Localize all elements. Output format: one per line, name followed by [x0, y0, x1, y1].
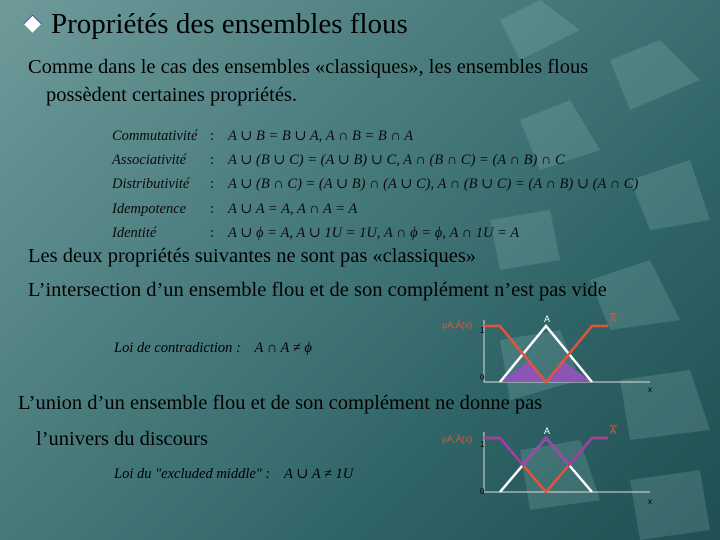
union-line-1: L’union d’un ensemble flou et de son complément ne donne pas: [18, 392, 543, 414]
plot1-zero-tick: 0: [480, 373, 485, 382]
property-formula: A ∪ A = A, A ∩ A = A: [228, 201, 358, 217]
property-formula: A ∪ (B ∩ C) = (A ∪ B) ∩ (A ∪ C), A ∩ (B ∪ C) = (A ∩ B) ∪ (A ∩ C): [228, 176, 639, 192]
property-colon: :: [210, 176, 215, 192]
not-classic-line-1: Les deux propriétés suivantes ne sont pas «classiques»: [28, 245, 477, 267]
plot2-label-abar: A: [610, 426, 617, 436]
law-contradiction: [114, 340, 312, 357]
plot1-intersection-left: [500, 360, 546, 382]
property-label: Identité: [112, 225, 157, 241]
plot2-label-a: A: [544, 426, 551, 436]
property-formula: A ∪ B = B ∪ A, A ∩ B = B ∩ A: [228, 128, 414, 144]
contradiction-plot: [440, 310, 670, 395]
property-formula: A ∪ (B ∪ C) = (A ∪ B) ∪ C, A ∩ (B ∩ C) = (A ∩ B) ∩ C: [228, 152, 565, 168]
plot1-label-a: A: [544, 314, 551, 324]
plot1-membership-complement: [484, 326, 608, 382]
plot1-xlabel: x: [648, 385, 652, 394]
property-colon: :: [210, 128, 215, 144]
plot2-membership-a: [500, 438, 592, 492]
plot2-xlabel: x: [648, 497, 652, 506]
title-text: Propriétés des ensembles flous: [51, 8, 408, 40]
plot2-membership-complement: [484, 438, 608, 492]
excluded-middle-plot: [440, 422, 670, 508]
union-line-2: l’univers du discours: [36, 428, 208, 450]
law-contradiction-formula: A ∩ A ≠ ϕ: [254, 340, 312, 356]
law-excluded-middle: [114, 466, 353, 483]
intro-line-2: possèdent certaines propriétés.: [46, 84, 298, 106]
law-contradiction-label: Loi de contradiction :: [114, 340, 241, 356]
property-colon: :: [210, 201, 215, 217]
law-excluded-label: Loi du "excluded middle" :: [114, 466, 271, 482]
property-formula: A ∪ ϕ = A, A ∪ 1U = 1U, A ∩ ϕ = ϕ, A ∩ 1U = A: [228, 225, 520, 241]
property-label: Associativité: [112, 152, 187, 168]
not-classic-line-2: L’intersection d’un ensemble flou et de son complément n’est pas vide: [28, 279, 607, 301]
plot2-ylabel: μA,Ā(x): [442, 434, 473, 444]
plot2-one-tick: 1: [480, 440, 485, 449]
plot1-label-abar: A: [610, 314, 617, 324]
diamond-bullet-icon: [23, 14, 41, 32]
slide-title: [26, 8, 408, 41]
property-colon: :: [210, 152, 215, 168]
property-colon: :: [210, 225, 215, 241]
law-excluded-formula: A ∪ A ≠ 1U: [283, 466, 354, 482]
plot1-ylabel: μA,Ā(x): [442, 320, 473, 330]
property-label: Idempotence: [112, 201, 187, 217]
property-label: Commutativité: [112, 128, 198, 144]
intro-line-1: Comme dans le cas des ensembles «classiques», les ensembles flous: [28, 56, 589, 78]
plot1-one-tick: 1: [480, 326, 485, 335]
plot2-zero-tick: 0: [480, 487, 485, 496]
plot1-intersection-right: [546, 360, 592, 382]
plot2-union-line: [484, 438, 608, 465]
property-label: Distributivité: [112, 176, 190, 192]
